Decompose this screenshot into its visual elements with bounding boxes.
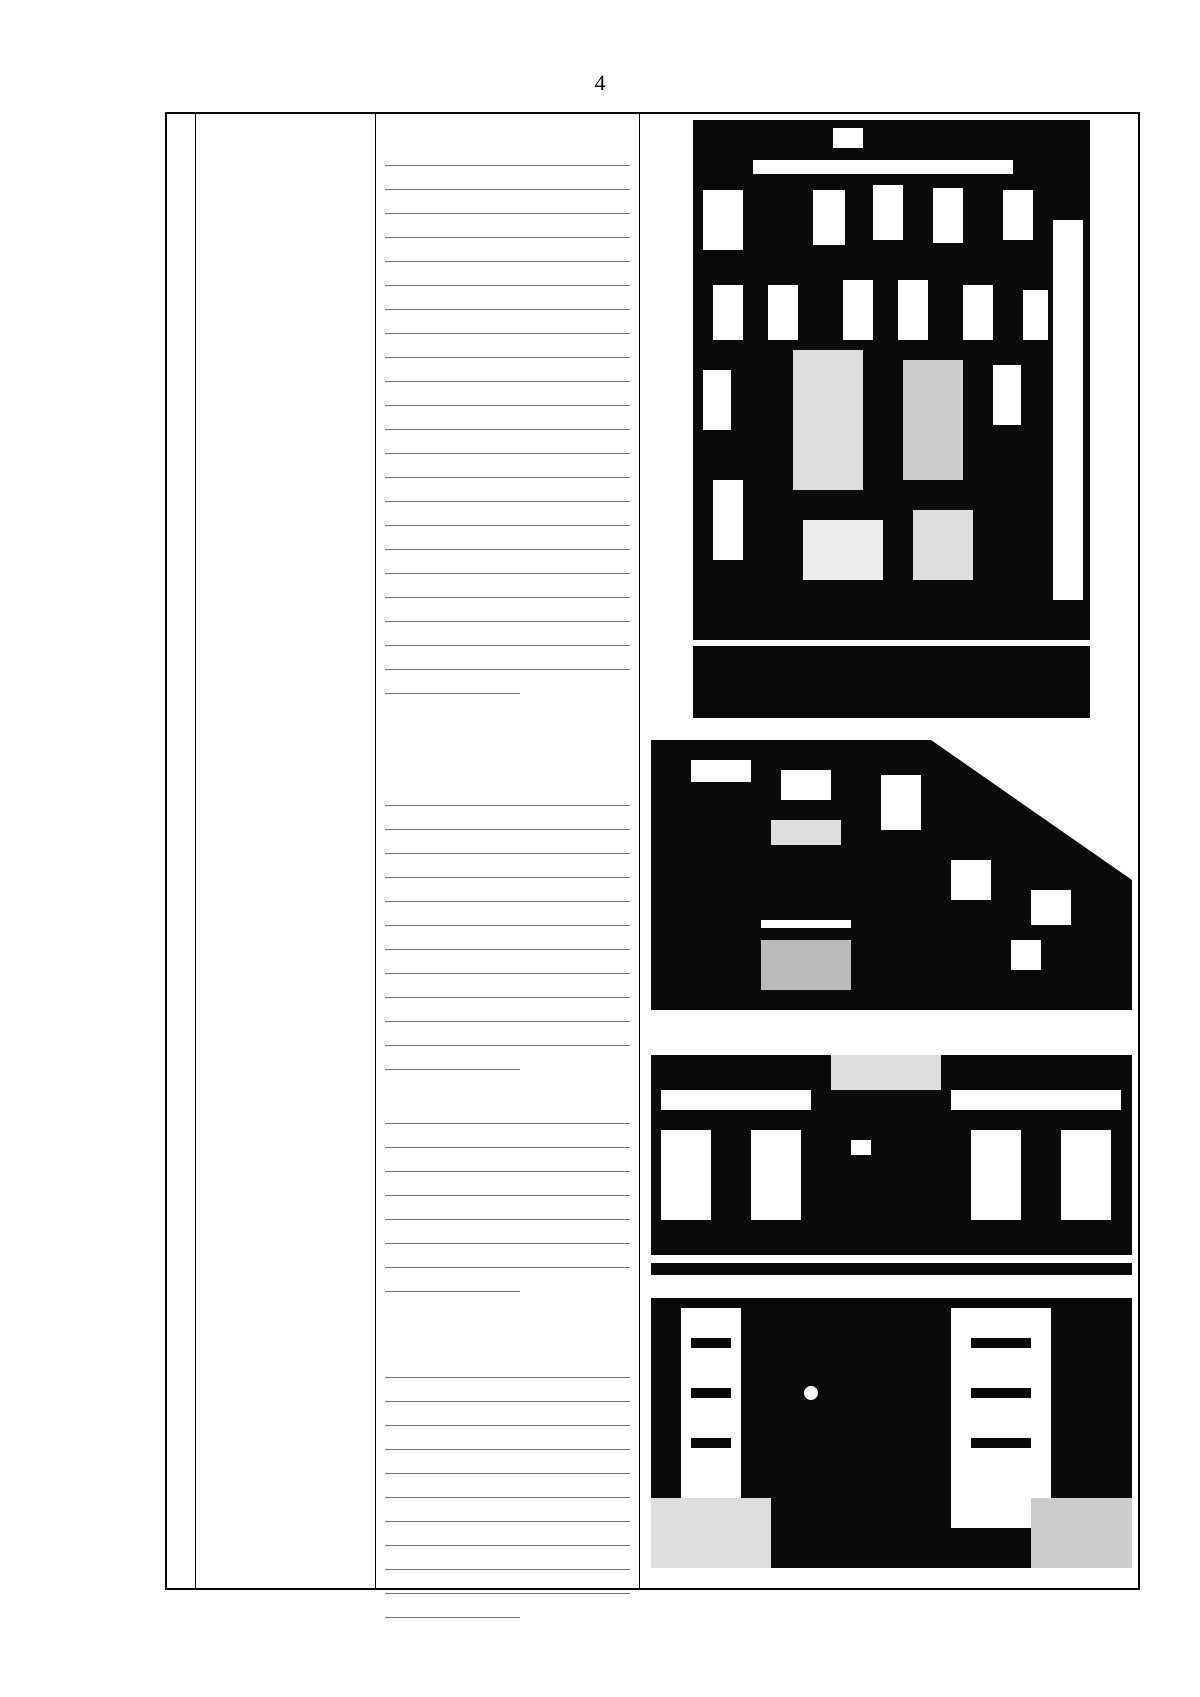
photo-facade-side [651, 740, 1132, 1010]
text-line-placeholder [385, 526, 630, 550]
text-line-placeholder [385, 998, 630, 1022]
text-line-placeholder [385, 166, 630, 190]
text-line-placeholder [385, 670, 520, 694]
text-line-placeholder [385, 1244, 630, 1268]
text-line-placeholder [385, 854, 630, 878]
text-line-placeholder [385, 1220, 630, 1244]
text-line-placeholder [385, 1546, 630, 1570]
text-line-placeholder [385, 238, 630, 262]
text-line-placeholder [385, 574, 630, 598]
photo-balcony-gateway [651, 1030, 1132, 1275]
text-line-placeholder [385, 430, 630, 454]
text-line-placeholder [385, 1378, 630, 1402]
text-line-placeholder [385, 550, 630, 574]
text-line-placeholder [385, 1522, 630, 1546]
text-line-placeholder [385, 1354, 630, 1378]
text-line-placeholder [385, 142, 630, 166]
text-line-placeholder [385, 382, 630, 406]
text-line-placeholder [385, 502, 630, 526]
text-line-placeholder [385, 878, 630, 902]
text-line-placeholder [385, 310, 630, 334]
text-line-placeholder [385, 950, 630, 974]
text-line-placeholder [385, 902, 630, 926]
text-line-placeholder [385, 1498, 630, 1522]
text-block [385, 142, 630, 694]
text-line-placeholder [385, 806, 630, 830]
text-line-placeholder [385, 1172, 630, 1196]
text-line-placeholder [385, 190, 630, 214]
photo-facade-upper [693, 120, 1090, 718]
text-line-placeholder [385, 358, 630, 382]
text-line-placeholder [385, 286, 630, 310]
text-block [385, 1354, 630, 1618]
text-line-placeholder [385, 214, 630, 238]
text-line-placeholder [385, 1148, 630, 1172]
text-line-placeholder [385, 926, 630, 950]
text-block [385, 782, 630, 1070]
text-line-placeholder [385, 262, 630, 286]
text-line-placeholder [385, 454, 630, 478]
text-line-placeholder [385, 974, 630, 998]
table-column-divider-3 [639, 114, 640, 1588]
table-column-divider-1 [195, 114, 196, 1588]
text-line-placeholder [385, 1196, 630, 1220]
text-line-placeholder [385, 1426, 630, 1450]
text-line-placeholder [385, 1474, 630, 1498]
text-line-placeholder [385, 1124, 630, 1148]
text-line-placeholder [385, 1022, 630, 1046]
text-block [385, 1100, 630, 1292]
text-line-placeholder [385, 478, 630, 502]
text-line-placeholder [385, 1100, 630, 1124]
text-line-placeholder [385, 1268, 520, 1292]
text-line-placeholder [385, 406, 630, 430]
table-column-divider-2 [375, 114, 376, 1588]
text-line-placeholder [385, 598, 630, 622]
text-line-placeholder [385, 646, 630, 670]
text-line-placeholder [385, 622, 630, 646]
text-line-placeholder [385, 1594, 520, 1618]
text-line-placeholder [385, 334, 630, 358]
text-line-placeholder [385, 1570, 630, 1594]
page-number: 4 [594, 70, 606, 95]
text-line-placeholder [385, 1046, 520, 1070]
text-line-placeholder [385, 1402, 630, 1426]
text-line-placeholder [385, 1450, 630, 1474]
photo-arched-entrance [651, 1298, 1132, 1568]
text-line-placeholder [385, 830, 630, 854]
text-line-placeholder [385, 782, 630, 806]
